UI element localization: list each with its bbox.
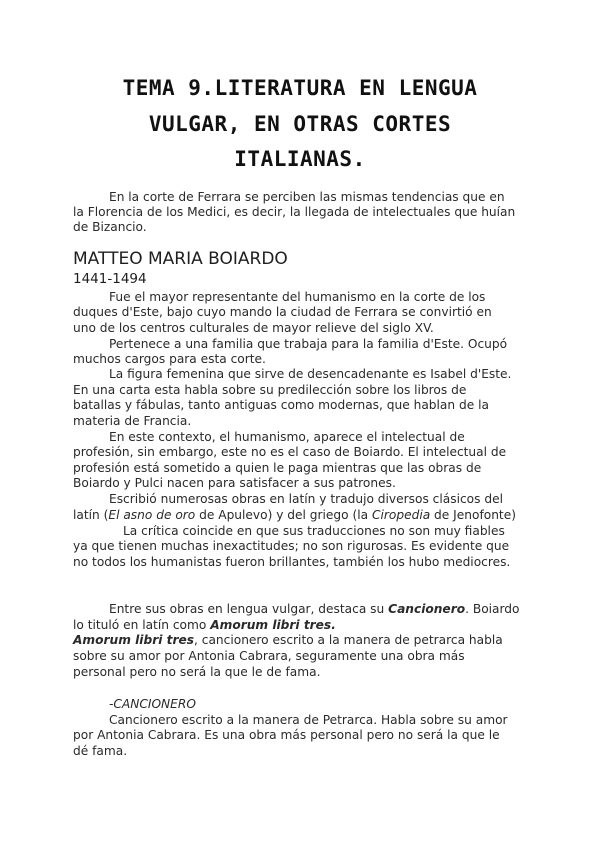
text-run: Boiardo y Pulci nacen para satisfacer a sus patrones. [73,476,396,490]
emphasized-text: Amorum libri tres. [210,618,336,632]
text-run: de Bizancio. [73,220,147,234]
text-run: , cancionero escrito a la manera de petrarca habla [194,633,503,647]
text-line [73,204,515,220]
emphasized-text: Ciropedia [371,508,431,522]
text-line [73,743,127,759]
text-line [73,475,396,491]
text-line [73,382,466,398]
text-run: muchos cargos para esta corte. [73,352,266,366]
document-title-line-1: TEMA 9.LITERATURA EN LENGUA [122,76,478,100]
text-run: por Antonia Cabrara. Es una obra más personal pero no será la que le [73,728,500,742]
text-run: batallas y fábulas, tanto antiguas como modernas, que hablan de la [73,398,489,412]
text-line [73,351,266,367]
text-run: personal pero no será la que le de fama. [73,665,321,679]
text-run: En una carta esta habla sobre su predilección sobre los libros de [73,383,467,397]
text-line [109,289,485,305]
text-line [109,696,196,712]
text-run: Escribió numerosas obras en latín y tradujo diversos clásicos del [109,492,503,506]
text-line [73,444,506,460]
text-run: En este contexto, el humanismo, aparece el intelectual de [109,430,465,444]
text-line [109,366,511,382]
text-line [73,617,336,633]
text-run: de Jenofonte) [430,508,516,522]
section-heading: MATTEO MARIA BOIARDO [73,249,288,269]
text-run: sobre su amor por Antonia Cabrara, seguramente una obra más [73,649,465,663]
text-run: no todos los humanistas fueron brillantes, también los hubo mediocres. [73,555,511,569]
text-line [109,336,507,352]
text-run: Pertenece a una familia que trabaja para la familia d'Este. Ocupó [109,337,508,351]
emphasized-text: -CANCIONERO [109,697,196,711]
author-dates: 1441-1494 [73,271,147,287]
text-run: dé fama. [73,744,128,758]
document-title-line-2: VULGAR, EN OTRAS CORTES [148,112,452,136]
text-run: latín ( [73,508,109,522]
document-title-line-3: ITALIANAS. [234,147,366,171]
text-line [73,304,492,320]
text-line [73,507,516,523]
text-line [73,219,147,235]
text-line [73,413,191,429]
text-line [73,664,320,680]
text-run: de Apulevo) y del griego (la [195,508,372,522]
text-run: En la corte de Ferrara se perciben las mismas tendencias que en [109,190,505,204]
emphasized-text: Cancionero [388,602,466,616]
text-line [109,712,508,728]
text-line [73,648,465,664]
text-run: ya que tienen muchas inexactitudes; no son rigurosas. Es evidente que [73,539,510,553]
text-line [109,429,465,445]
text-run: La crítica coincide en que sus traducciones no son muy fiables [123,524,505,538]
text-run: . Boiardo [465,602,520,616]
text-line [73,554,510,570]
text-line [73,727,500,743]
text-line [73,460,481,476]
emphasized-text: Amorum libri tres [73,633,195,647]
text-run: Fue el mayor representante del humanismo en la corte de los [109,290,486,304]
text-line [73,397,489,413]
text-run: Cancionero escrito a la manera de Petrarca. Habla sobre su amor [109,713,508,727]
text-run: lo tituló en latín como [73,618,211,632]
text-run: La figura femenina que sirve de desencadenante es Isabel d'Este. [109,367,512,381]
text-line [73,632,503,648]
text-line [73,538,509,554]
text-run: profesión está sometido a quien le paga mientras que las obras de [73,461,482,475]
text-run: materia de Francia. [73,414,192,428]
text-run: profesión, sin embargo, este no es el caso de Boiardo. El intelectual de [73,445,507,459]
text-line [109,189,505,205]
text-run: Entre sus obras en lengua vulgar, destaca su [109,602,389,616]
emphasized-text: El asno de oro [108,508,196,522]
text-run: uno de los centros culturales de mayor relieve del siglo XV. [73,321,434,335]
text-run: duques d'Este, bajo cuyo mando la ciudad de Ferrara se convirtió en [73,305,492,319]
text-line [109,491,503,507]
text-line [123,523,505,539]
text-line [109,601,520,617]
text-line [73,320,434,336]
text-run: la Florencia de los Medici, es decir, la llegada de intelectuales que huían [73,205,516,219]
